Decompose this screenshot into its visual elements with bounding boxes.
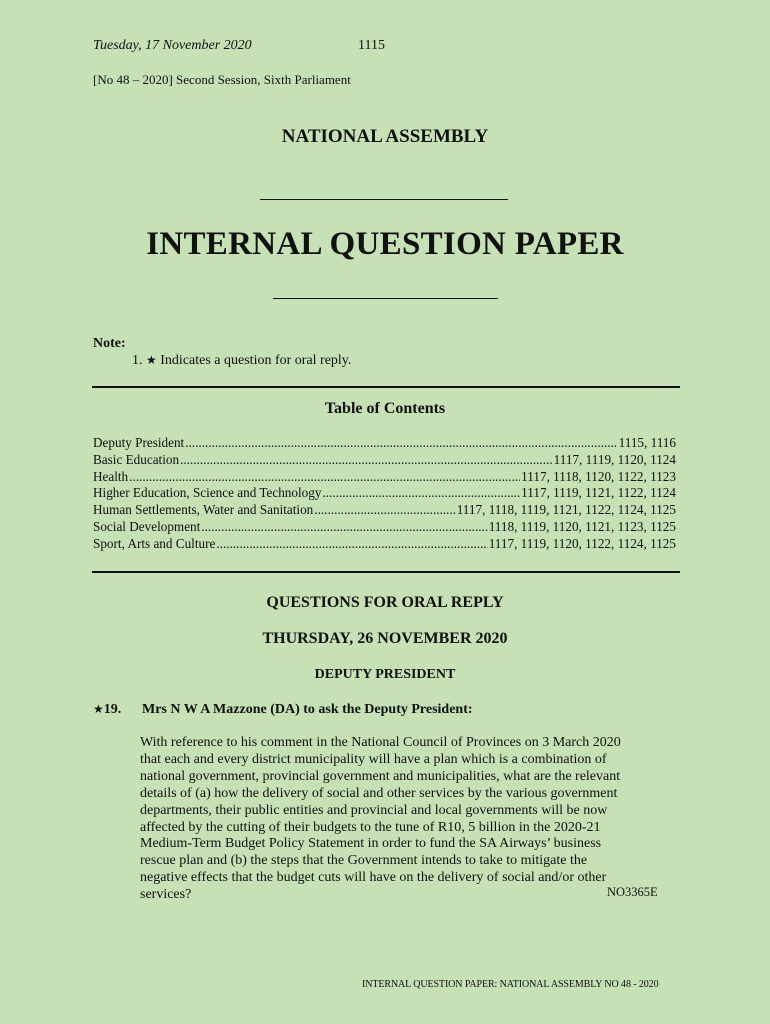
toc-subject: Health <box>93 468 129 484</box>
toc-entry[interactable] <box>93 469 676 486</box>
star-icon: ★ <box>93 702 104 716</box>
table-of-contents <box>93 435 676 553</box>
toc-pages: 1117, 1119, 1121, 1122, 1124 <box>521 485 676 501</box>
toc-entry[interactable] <box>93 485 676 502</box>
question-line: negative effects that the budget cuts will have on the delivery of social and/or other <box>140 870 607 886</box>
page-number: 1115 <box>358 38 385 53</box>
toc-leader-dots <box>322 485 520 501</box>
section-date: THURSDAY, 26 NOVEMBER 2020 <box>262 630 508 647</box>
house-title: NATIONAL ASSEMBLY <box>281 126 489 147</box>
toc-entry[interactable] <box>93 435 676 452</box>
session-info: [No 48 – 2020] Second Session, Sixth Parliament <box>93 72 351 87</box>
question-line: rescue plan and (b) the steps that the Government intends to take to mitigate the <box>140 853 588 869</box>
section-heading: QUESTIONS FOR ORAL REPLY <box>266 594 504 611</box>
toc-pages: 1117, 1118, 1120, 1122, 1123 <box>521 468 676 484</box>
toc-top-rule <box>92 386 680 388</box>
toc-subject: Human Settlements, Water and Sanitation <box>93 502 314 518</box>
toc-pages: 1117, 1119, 1120, 1122, 1124, 1125 <box>488 535 676 551</box>
question-asker: Mrs N W A Mazzone (DA) to ask the Deputy President: <box>142 702 473 717</box>
star-icon: ★ <box>146 353 157 367</box>
toc-subject: Deputy President <box>93 435 185 450</box>
toc-subject: Basic Education <box>93 451 180 467</box>
toc-title: Table of Contents <box>324 400 446 417</box>
toc-entry[interactable] <box>93 502 676 519</box>
question-line: departments, their public entities and provincial and local governments will be now <box>140 802 608 818</box>
toc-subject: Higher Education, Science and Technology <box>93 485 322 501</box>
toc-leader-dots <box>129 469 520 485</box>
toc-leader-dots <box>314 502 455 518</box>
question-line: national government, provincial government and municipalities, what are the relevant <box>140 768 621 784</box>
toc-pages: 1117, 1118, 1119, 1121, 1122, 1124, 1125 <box>456 502 676 518</box>
note-item-text: Indicates a question for oral reply. <box>160 353 352 368</box>
toc-entry[interactable] <box>93 519 676 536</box>
toc-leader-dots <box>180 452 553 468</box>
department-heading: DEPUTY PRESIDENT <box>314 667 456 682</box>
question-line: With reference to his comment in the National Council of Provinces on 3 March 2020 <box>140 735 621 750</box>
toc-leader-dots <box>216 536 487 552</box>
note-heading: Note: <box>93 336 126 351</box>
toc-subject: Sport, Arts and Culture <box>93 535 216 551</box>
question-reference: NO3365E <box>607 885 658 899</box>
toc-leader-dots <box>185 435 617 451</box>
toc-pages: 1118, 1119, 1120, 1121, 1123, 1125 <box>488 518 676 534</box>
toc-entry[interactable] <box>93 536 676 553</box>
question-line: that each and every district municipality will have a plan which is a combination of <box>140 751 607 767</box>
toc-bottom-rule <box>92 571 680 573</box>
question-line: services? <box>140 887 192 903</box>
toc-pages: 1117, 1119, 1120, 1124 <box>553 451 676 467</box>
page-footer: INTERNAL QUESTION PAPER: NATIONAL ASSEMBLY NO 48 - 2020 <box>362 979 659 990</box>
note-item <box>132 353 351 369</box>
question-number <box>93 702 121 718</box>
title-divider-bottom <box>273 298 498 299</box>
question-number-label: 19. <box>103 702 122 717</box>
question-line: affected by the cutting of their budgets to the tune of R10, 5 billion in the 2020-21 <box>140 819 601 835</box>
question-line: details of (a) how the delivery of social and other services by the various government <box>140 785 618 801</box>
toc-leader-dots <box>201 519 487 535</box>
paper-date: Tuesday, 17 November 2020 <box>93 38 252 53</box>
note-item-number: 1. <box>132 353 143 368</box>
title-divider-top <box>260 199 508 200</box>
document-title: INTERNAL QUESTION PAPER <box>146 226 624 262</box>
question-line: Medium-Term Budget Policy Statement in order to fund the SA Airways’ business <box>140 836 602 852</box>
toc-subject: Social Development <box>93 518 201 534</box>
toc-pages: 1115, 1116 <box>618 435 676 450</box>
question-body <box>140 735 680 904</box>
toc-entry[interactable] <box>93 452 676 469</box>
